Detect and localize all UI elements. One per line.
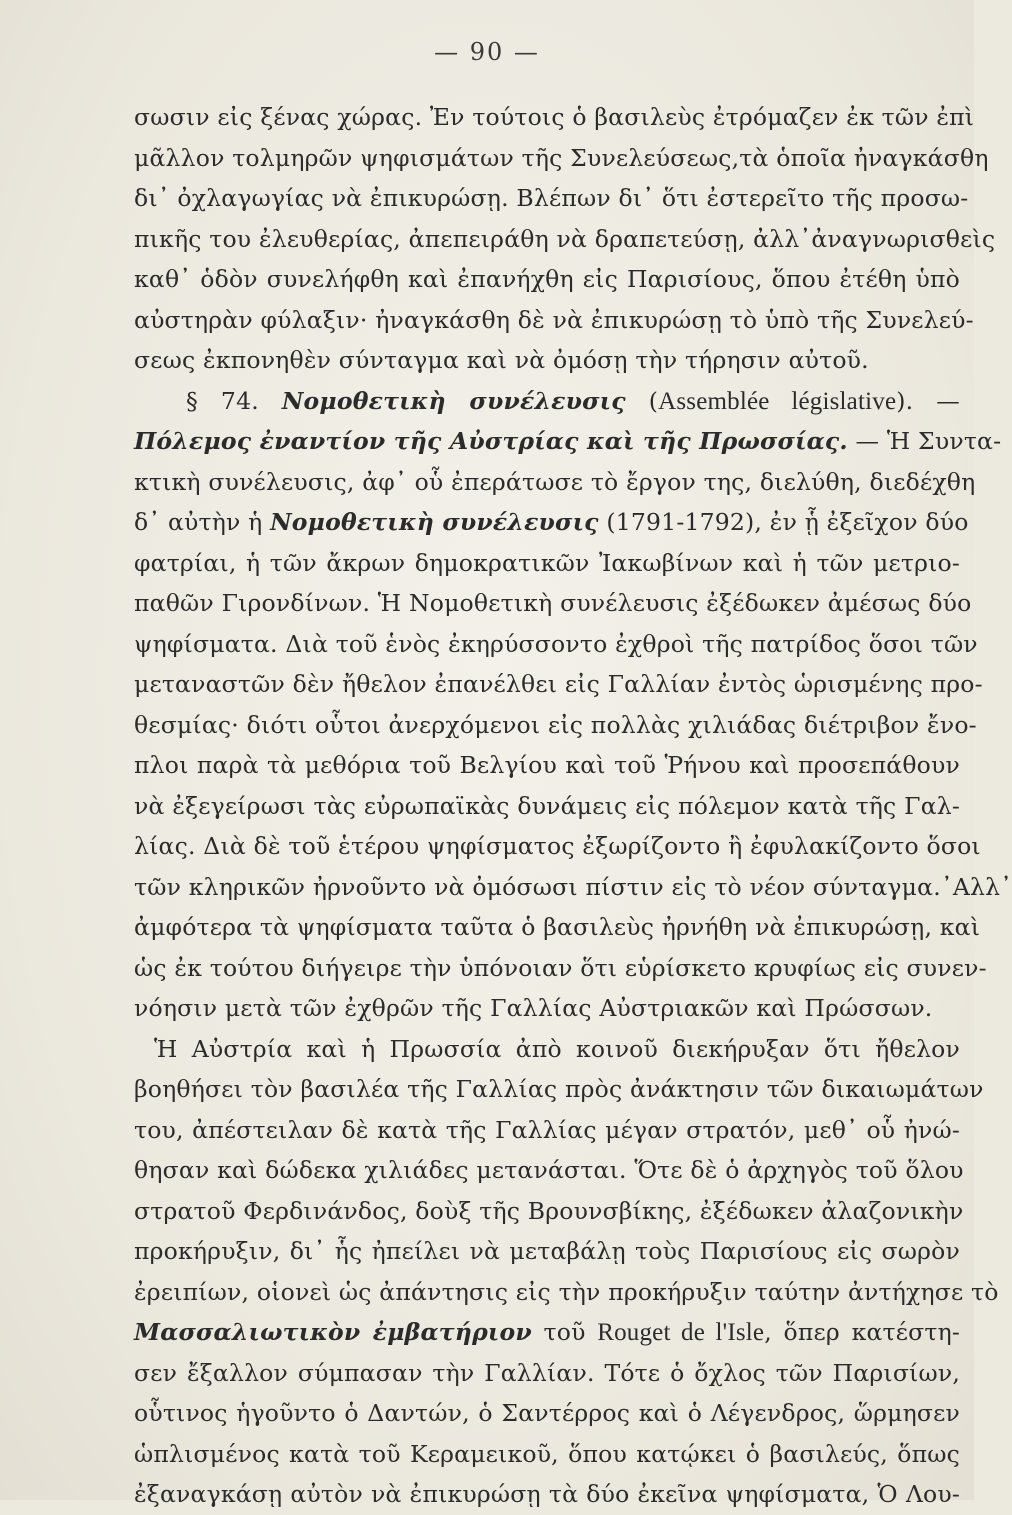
text-line <box>134 1150 964 1191</box>
text-span: λίας. Διὰ δὲ τοῦ ἑτέρου ψηφίσματος ἐξωρίζοντο ἢ ἐφυλακίζοντο ὅσοι <box>134 832 981 860</box>
text-line <box>134 1393 960 1434</box>
text-span: ( <box>625 386 659 415</box>
text-span: δ᾿ αὐτὴν ἡ <box>134 508 271 536</box>
text-line <box>134 1312 960 1353</box>
text-line <box>134 462 976 503</box>
text-line <box>134 948 987 989</box>
text-line <box>134 988 960 1029</box>
text-line <box>134 1434 960 1475</box>
text-line <box>134 664 983 705</box>
text-span: ἀμφότερα τὰ ψηφίσματα ταῦτα ὁ βασιλεὺς ἠρνήθη νὰ ἐπικυρώσῃ, καὶ <box>134 913 981 941</box>
text-line <box>134 178 969 219</box>
text-span: ὡς ἐκ τούτου διήγειρε τὴν ὑπόνοιαν ὅτι εὑρίσκετο κρυφίως εἰς συνεν- <box>134 953 987 982</box>
text-line <box>134 705 977 746</box>
text-span: οὗτινος ἡγοῦντο ὁ Δαντών, ὁ Σαντέρρος καὶ ὁ Λέγενδρος, ὥρμησεν <box>134 1399 960 1427</box>
text-span: νὰ ἐξεγείρωσι τὰς εὐρωπαϊκὰς δυνάμεις εἰς πόλεμον κατὰ τῆς Γαλ- <box>134 791 960 820</box>
text-line <box>134 543 960 584</box>
text-span: προκήρυξιν, δι᾿ ἧς ἠπείλει νὰ μεταβάλῃ τοὺς Παρισίους εἰς σωρὸν <box>134 1237 960 1265</box>
text-span: καθ᾿ ὁδὸν συνελήφθη καὶ ἐπανήχθη εἰς Παρισίους, ὅπου ἐτέθη ὑπὸ <box>134 265 960 293</box>
text-line <box>134 1272 999 1313</box>
text-line <box>134 1029 960 1070</box>
text-line <box>134 259 960 300</box>
text-span: θησαν καὶ δώδεκα χιλιάδες μετανάσται. Ὅτε δὲ ὁ ἀρχηγὸς τοῦ ὅλου <box>134 1156 964 1184</box>
text-line <box>134 1110 960 1151</box>
emphasis-text: Νομοθετικὴ συνέλευσις <box>270 508 599 536</box>
text-span: τοῦ <box>531 1318 598 1346</box>
text-span: νόησιν μετὰ τῶν ἐχθρῶν τῆς Γαλλίας Αὐστριακῶν καὶ Πρώσσων. <box>134 994 933 1022</box>
latin-text: Rouget de l'Isle <box>597 1319 765 1346</box>
text-line <box>134 745 960 786</box>
text-span: μᾶλλον τολμηρῶν ψηφισμάτων τῆς Συνελεύσεως,τὰ ὁποῖα ἠναγκάσθη <box>134 143 989 172</box>
text-span: — Ἡ Συντα- <box>847 427 1002 455</box>
body-text <box>134 97 1012 1515</box>
emphasis-text: Μασσαλιωτικὸν ἐμβατήριον <box>134 1318 532 1346</box>
text-span: βοηθήσει τὸν βασιλέα τῆς Γαλλίας πρὸς ἀνάκτησιν τῶν δικαιωμάτων <box>134 1075 984 1103</box>
text-span: πικῆς του ἐλευθερίας, ἀπεπειράθη νὰ δραπετεύσῃ, ἀλλ᾿ἀναγνωρισθεὶς <box>134 224 996 253</box>
text-span: κτικὴ συνέλευσις, ἀφ᾿ οὗ ἐπεράτωσε τὸ ἔργον της, διελύθη, διεδέχθη <box>134 467 976 496</box>
text-line <box>134 1474 960 1515</box>
text-span: φατρίαι, ἡ τῶν ἄκρων δημοκρατικῶν Ἰακωβίνων καὶ ἡ τῶν μετριο- <box>134 548 960 577</box>
text-span: § 74. <box>186 386 282 415</box>
text-line <box>134 1069 984 1110</box>
text-span: ὡπλισμένος κατὰ τοῦ Κεραμεικοῦ, ὅπου κατῴκει ὁ βασιλεύς, ὅπως <box>134 1439 960 1468</box>
text-line <box>134 97 975 138</box>
text-span: στρατοῦ Φερδινάνδος, δοὺξ τῆς Βρουνσβίκης, ἐξέδωκεν ἀλαζονικὴν <box>134 1196 964 1225</box>
text-line <box>134 381 960 422</box>
text-line <box>134 826 981 867</box>
emphasis-text: Νομοθετικὴ συνέλευσις <box>281 386 626 415</box>
text-line <box>134 340 960 381</box>
text-span: ἐξαναγκάσῃ αὐτὸν νὰ ἐπικυρώσῃ τὰ δύο ἐκεῖνα ψηφίσματα, Ὁ Λου- <box>134 1480 960 1508</box>
text-line <box>134 1353 960 1394</box>
text-line <box>134 421 1002 462</box>
text-span: σεν ἔξαλλον σύμπασαν τὴν Γαλλίαν. Τότε ὁ ὄχλος τῶν Παρισίων, <box>134 1358 960 1387</box>
text-line <box>134 583 972 624</box>
text-span: τῶν κληρικῶν ἠρνοῦντο νὰ ὀμόσωσι πίστιν εἰς τὸ νέον σύνταγμα.᾿Αλλ᾿ <box>134 872 1012 901</box>
text-line <box>134 624 978 665</box>
text-span: ψηφίσματα. Διὰ τοῦ ἑνὸς ἐκηρύσσοντο ἐχθροὶ τῆς πατρίδος ὅσοι τῶν <box>134 629 978 658</box>
text-span: (1791-1792), ἐν ᾗ ἐξεῖχον δύο <box>598 508 969 536</box>
text-line <box>134 907 981 948</box>
text-span: δι᾿ ὀχλαγωγίας νὰ ἐπικυρώσῃ. Βλέπων δι᾿ ὅτι ἐστερεῖτο τῆς προσω- <box>134 184 969 212</box>
text-span: αὐστηρὰν φύλαξιν· ἠναγκάσθη δὲ νὰ ἐπικυρώσῃ τὸ ὑπὸ τῆς Συνελεύ- <box>134 305 974 334</box>
text-span: μεταναστῶν δὲν ἤθελον ἐπανέλθει εἰς Γαλλίαν ἐντὸς ὡρισμένης προ- <box>134 670 983 698</box>
text-span: σεως ἐκπονηθὲν σύνταγμα καὶ νὰ ὀμόσῃ τὴν τήρησιν αὐτοῦ. <box>134 346 869 374</box>
text-line <box>134 502 969 543</box>
text-span: ). — <box>896 386 960 415</box>
text-span: Ἡ Αὐστρία καὶ ἡ Πρωσσία ἀπὸ κοινοῦ διεκήρυξαν ὅτι ἤθελον <box>154 1034 960 1063</box>
text-span: , ὅπερ κατέστη- <box>764 1318 960 1346</box>
text-span: παθῶν Γιρονδίνων. Ἡ Νομοθετικὴ συνέλευσις ἐξέδωκεν ἀμέσως δύο <box>134 589 972 617</box>
text-line <box>134 867 1012 908</box>
text-span: πλοι παρὰ τὰ μεθόρια τοῦ Βελγίου καὶ τοῦ Ῥήνου καὶ προσεπάθουν <box>134 751 960 779</box>
text-span: του, ἀπέστειλαν δὲ κατὰ τῆς Γαλλίας μέγαν στρατόν, μεθ᾿ οὗ ἠνώ- <box>134 1115 960 1144</box>
text-span: θεσμίας· διότι οὗτοι ἀνερχόμενοι εἰς πολλὰς χιλιάδας διέτριβον ἔνο- <box>134 710 977 739</box>
text-line <box>134 219 996 260</box>
text-span: σωσιν εἰς ξένας χώρας. Ἐν τούτοις ὁ βασιλεὺς ἐτρόμαζεν ἐκ τῶν ἐπὶ <box>134 103 975 131</box>
text-line <box>134 786 960 827</box>
text-line <box>134 138 989 179</box>
latin-text: Assemblée législative <box>658 387 897 415</box>
page-number: — 90 — <box>434 38 540 66</box>
emphasis-text: Πόλεμος ἐναντίον τῆς Αὐστρίας καὶ τῆς Πρωσσίας. <box>134 427 848 455</box>
text-line <box>134 300 974 341</box>
text-line <box>134 1191 964 1232</box>
text-line <box>134 1231 960 1272</box>
text-span: ἐρειπίων, οἱονεὶ ὡς ἀπάντησις εἰς τὴν προκήρυξιν ταύτην ἀντήχησε τὸ <box>134 1277 999 1306</box>
